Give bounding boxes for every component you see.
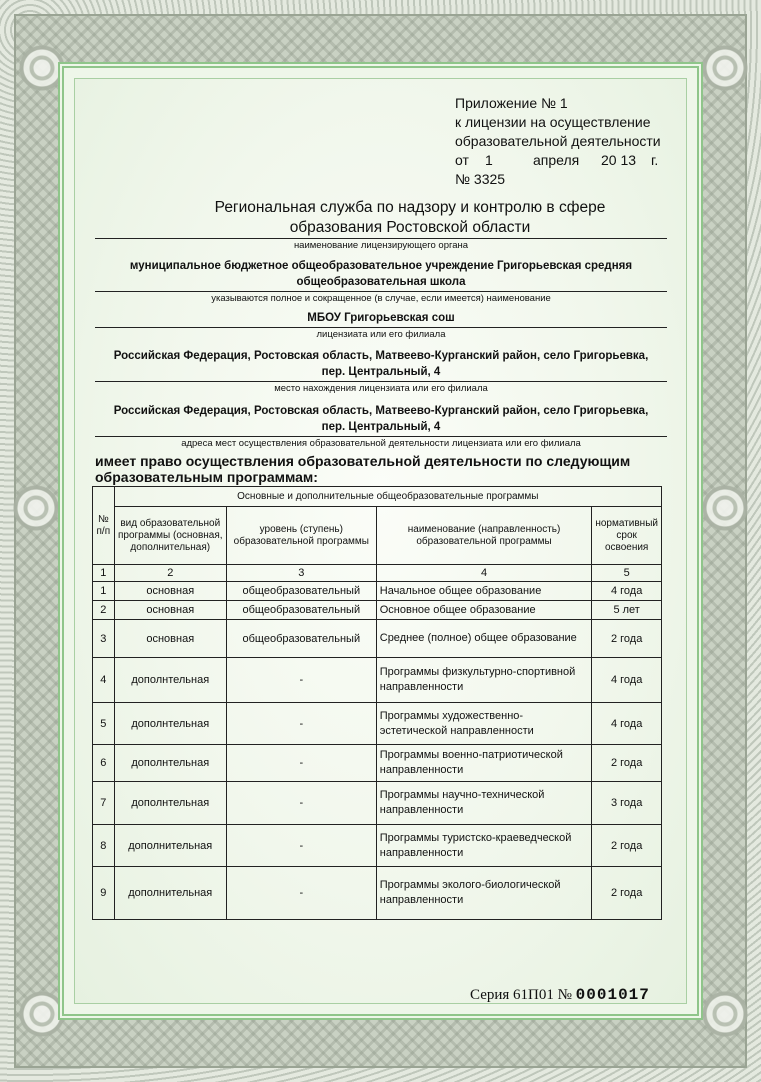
cell-num: 1 (93, 582, 115, 601)
column-number: 3 (226, 565, 376, 582)
cell-level: - (226, 867, 376, 920)
licensee-full-name: общеобразовательная школа (296, 276, 466, 288)
programs-table (92, 486, 662, 920)
date-prefix: от (455, 152, 469, 168)
cell-num: 5 (93, 703, 115, 745)
table-row (93, 867, 662, 920)
appendix-line: Приложение № 1 (455, 95, 568, 111)
cell-num: 4 (93, 658, 115, 703)
ornament-icon (697, 480, 753, 536)
series-label: Серия 61П01 № (470, 987, 572, 1003)
cell-num: 3 (93, 620, 115, 658)
cell-num: 9 (93, 867, 115, 920)
cell-term: 2 года (592, 620, 662, 658)
cell-num: 8 (93, 825, 115, 867)
short-name-caption: лицензиата или его филиала (316, 329, 446, 340)
cell-term: 4 года (592, 703, 662, 745)
cell-term: 3 года (592, 782, 662, 825)
header-term: нормативный срок освоения (592, 507, 662, 565)
cell-name: Программы научно-технической направленности (376, 782, 592, 825)
table-row (93, 825, 662, 867)
date-day: 1 (485, 152, 493, 168)
cell-name: Программы эколого-биологической направленности (376, 867, 592, 920)
date-year-suffix: г. (651, 152, 659, 168)
cell-level: - (226, 825, 376, 867)
cell-name: Программы художественно-эстетической направленности (376, 703, 592, 745)
licensee-location: Российская Федерация, Ростовская область, Матвеево-Курганский район, село Григорьевка, (113, 350, 649, 362)
cell-term: 2 года (592, 867, 662, 920)
form-series (470, 986, 650, 1004)
cell-term: 5 лет (592, 601, 662, 620)
rights-statement (95, 453, 667, 485)
cell-num: 6 (93, 745, 115, 782)
table-row (93, 620, 662, 658)
cell-name: Среднее (полное) общее образование (376, 620, 592, 658)
cell-name: Основное общее образование (376, 601, 592, 620)
cell-name: Начальное общее образование (376, 582, 592, 601)
divider (95, 327, 667, 328)
column-number: 2 (114, 565, 226, 582)
divider (95, 238, 667, 239)
cell-kind: основная (114, 582, 226, 601)
cell-kind: основная (114, 601, 226, 620)
statement-line: образовательным программам: (95, 469, 318, 485)
header-kind: вид образовательной программы (основная, дополнительная) (114, 507, 226, 565)
authority-caption: наименование лицензирующего органа (293, 240, 469, 251)
ornament-icon (697, 40, 753, 96)
cell-level: общеобразовательный (226, 582, 376, 601)
cell-level: общеобразовательный (226, 620, 376, 658)
cell-level: - (226, 745, 376, 782)
divider (95, 291, 667, 292)
column-number: 1 (93, 565, 115, 582)
table-row (93, 601, 662, 620)
licensee-short-name: МБОУ Григорьевская сош (307, 312, 455, 324)
header-num: № п/п (93, 487, 115, 565)
activity-address: пер. Центральный, 4 (321, 421, 441, 433)
licensing-authority (180, 198, 640, 238)
authority-line: образования Ростовской области (289, 219, 531, 236)
divider (95, 381, 667, 382)
cell-kind: основная (114, 620, 226, 658)
cell-kind: дополнтельная (114, 658, 226, 703)
date-year: 20 13 (601, 152, 637, 168)
activity-address: Российская Федерация, Ростовская область, Матвеево-Курганский район, село Григорьевка, (113, 405, 649, 417)
appendix-date (455, 151, 661, 170)
cell-name: Программы физкультурно-спортивной направленности (376, 658, 592, 703)
cell-kind: дополнтельная (114, 745, 226, 782)
header-group: Основные и дополнительные общеобразовательные программы (114, 487, 661, 507)
cell-term: 2 года (592, 825, 662, 867)
column-number-row (93, 565, 662, 582)
cell-level: - (226, 703, 376, 745)
cell-num: 7 (93, 782, 115, 825)
table-row (93, 582, 662, 601)
activity-caption: адреса мест осуществления образовательной деятельности лицензиата или его филиала (181, 438, 581, 449)
table-row (93, 745, 662, 782)
cell-level: общеобразовательный (226, 601, 376, 620)
authority-line: Региональная служба по надзору и контролю в сфере (214, 199, 606, 216)
series-number: 0001017 (575, 986, 650, 1004)
cell-term: 4 года (592, 658, 662, 703)
column-number: 4 (376, 565, 592, 582)
full-name-caption: указываются полное и сокращенное (в случае, если имеется) наименование (211, 293, 551, 304)
appendix-line: к лицензии на осуществление (455, 114, 651, 130)
cell-name: Программы туристско-краеведческой направленности (376, 825, 592, 867)
cell-kind: дополнительная (114, 825, 226, 867)
statement-line: имеет право осуществления образовательной деятельности по следующим (95, 453, 631, 469)
cell-level: - (226, 658, 376, 703)
date-month: апреля (533, 152, 580, 168)
cell-level: - (226, 782, 376, 825)
header-level: уровень (ступень) образовательной программы (226, 507, 376, 565)
licensee-full-name: муниципальное бюджетное общеобразовательное учреждение Григорьевская средняя (129, 260, 633, 272)
cell-kind: дополнительная (114, 867, 226, 920)
cell-term: 4 года (592, 582, 662, 601)
cell-num: 2 (93, 601, 115, 620)
table-row (93, 658, 662, 703)
location-caption: место нахождения лицензиата или его филиала (274, 383, 488, 394)
table-row (93, 703, 662, 745)
ornament-icon (697, 986, 753, 1042)
appendix-line: образовательной деятельности (455, 133, 661, 149)
column-number: 5 (592, 565, 662, 582)
cell-kind: дополнтельная (114, 703, 226, 745)
header-name: наименование (направленность) образовательной программы (376, 507, 592, 565)
appendix-number: № 3325 (455, 171, 506, 187)
appendix-header (455, 94, 661, 189)
table-row (93, 782, 662, 825)
cell-term: 2 года (592, 745, 662, 782)
cell-name: Программы военно-патриотической направленности (376, 745, 592, 782)
divider (95, 436, 667, 437)
licensee-location: пер. Центральный, 4 (321, 366, 441, 378)
ornament-icon (8, 480, 64, 536)
cell-kind: дополнтельная (114, 782, 226, 825)
